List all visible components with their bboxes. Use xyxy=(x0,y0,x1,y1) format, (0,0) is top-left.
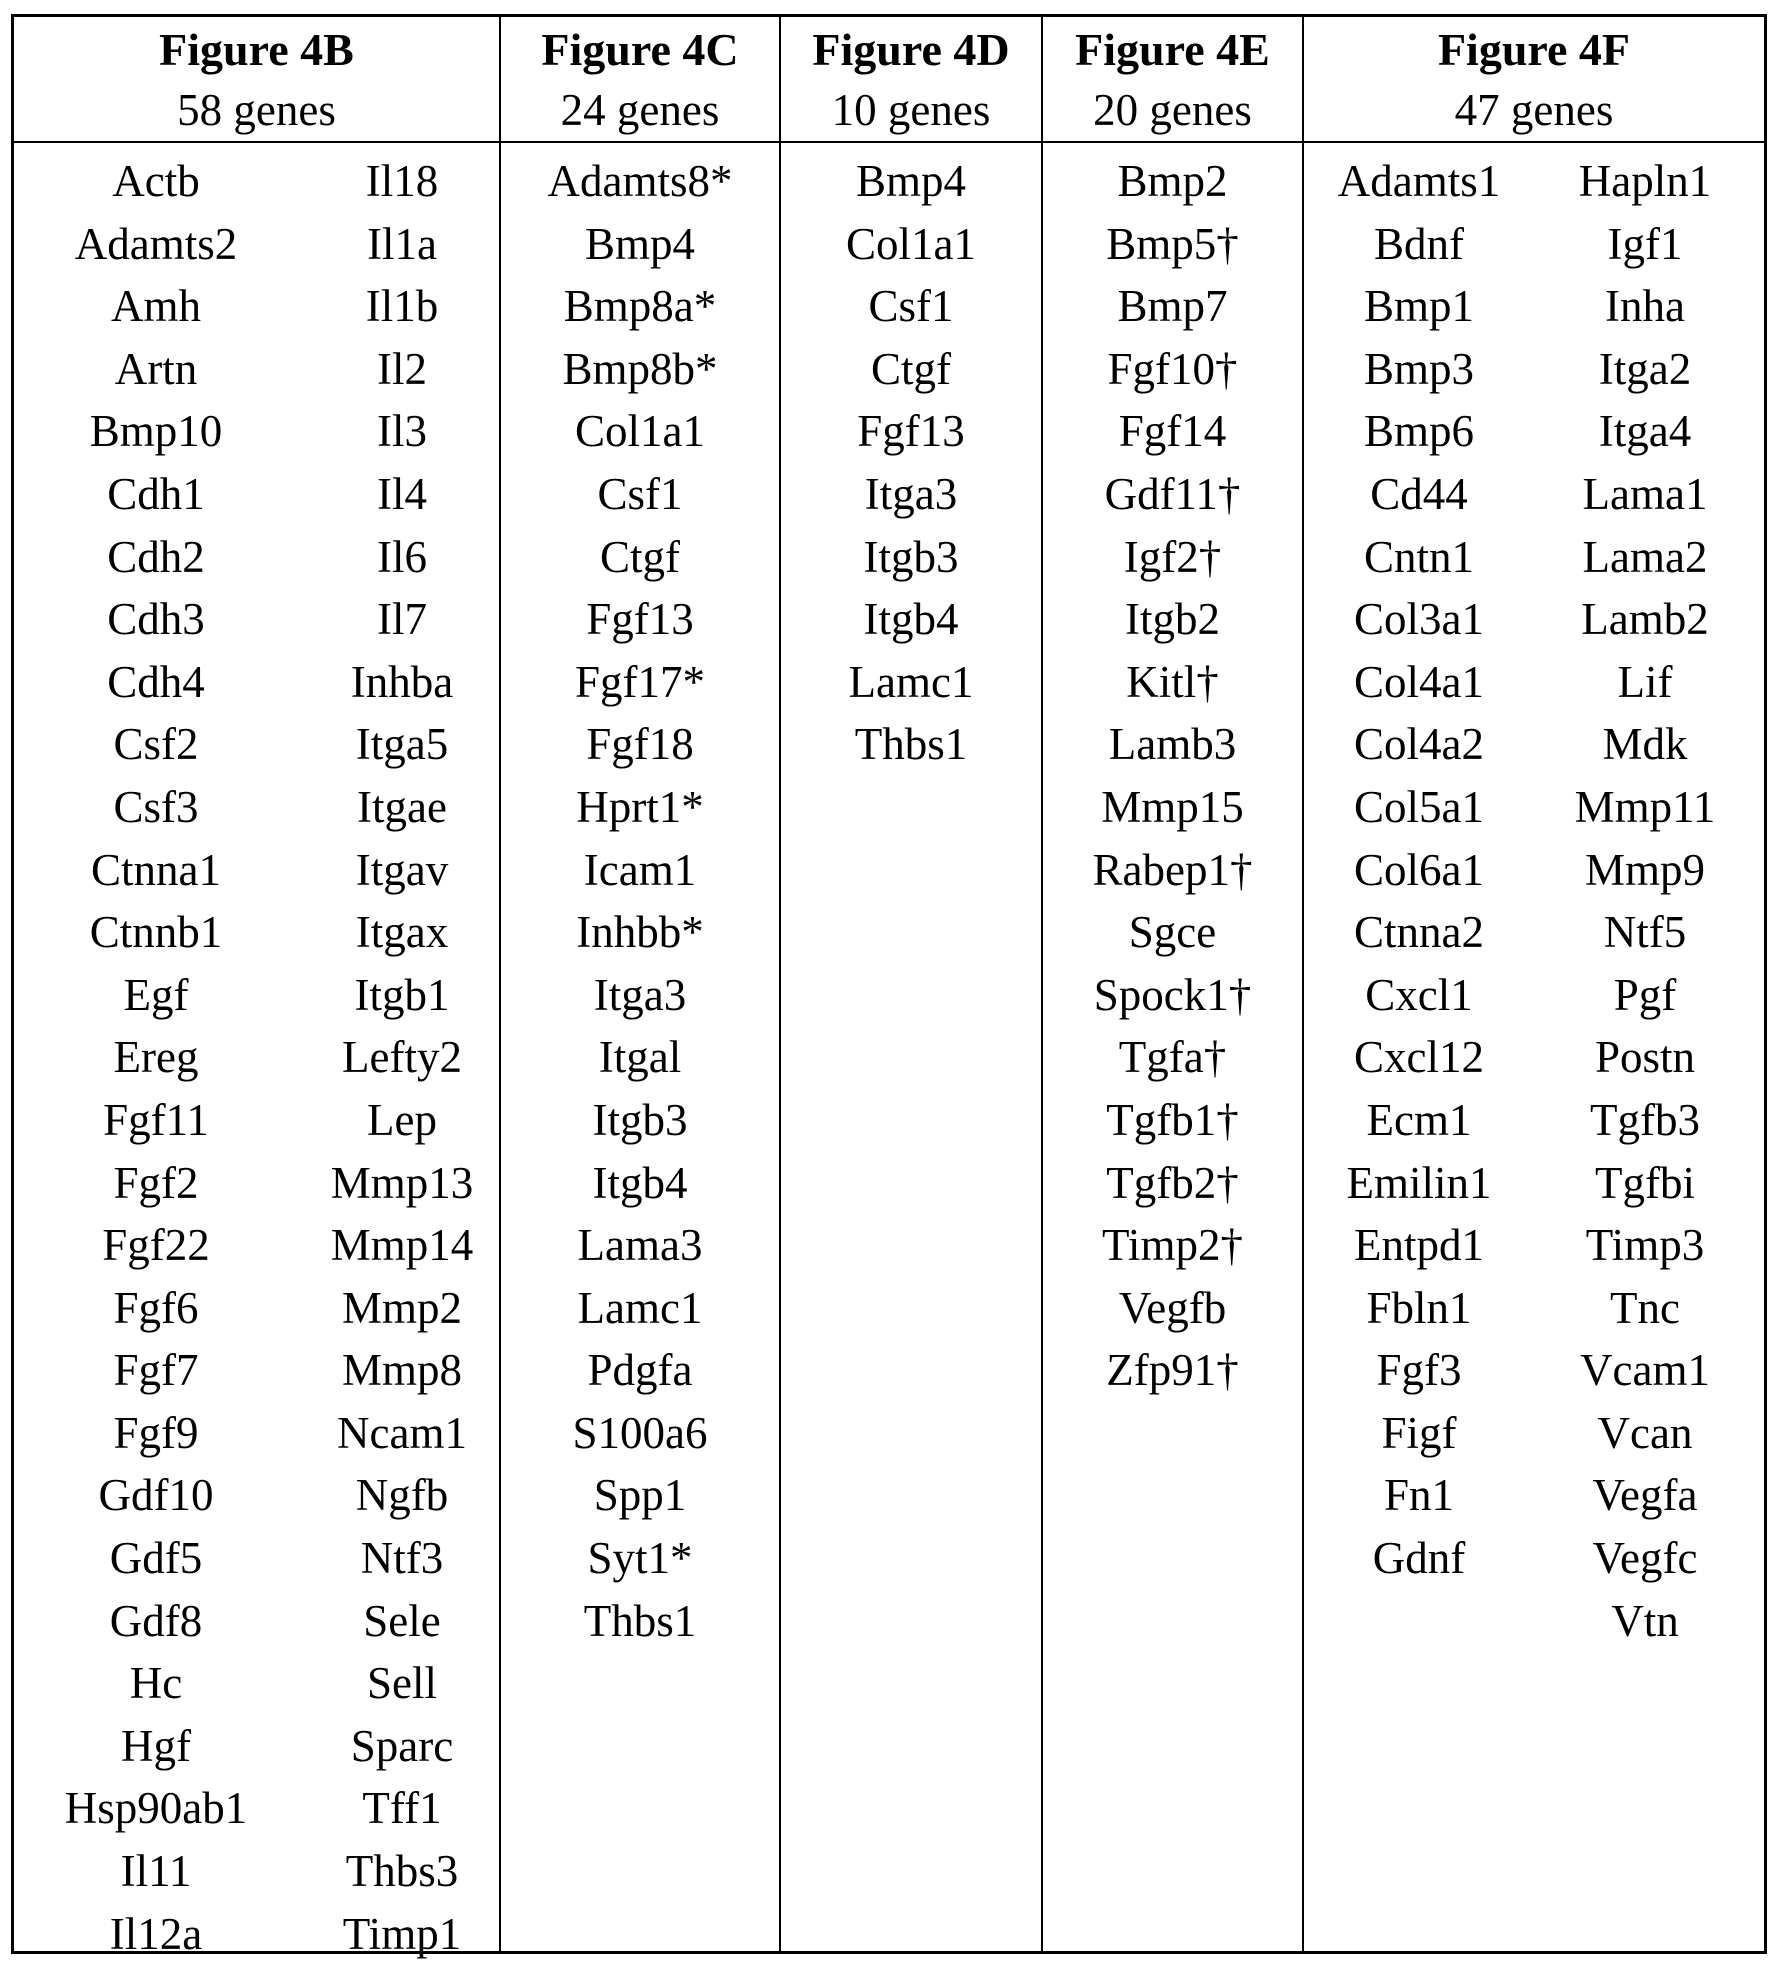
column-figure-4d xyxy=(781,17,1043,1951)
gene-name: Csf1 xyxy=(868,281,954,332)
gene-name: Tnc xyxy=(1610,1282,1680,1333)
gene-name: Bmp7 xyxy=(1117,281,1228,332)
gene-name: Itgax xyxy=(355,907,449,958)
gene-name: Vtn xyxy=(1611,1595,1679,1646)
column-figure-4c xyxy=(501,17,781,1951)
gene-name: Itgal xyxy=(598,1032,682,1083)
gene-name: Vcam1 xyxy=(1580,1345,1710,1396)
gene-name: Lama3 xyxy=(577,1220,703,1271)
gene-name: Itgav xyxy=(355,844,449,895)
gene-name: Mmp2 xyxy=(341,1282,462,1333)
gene-name: Mmp15 xyxy=(1101,781,1244,832)
column-header xyxy=(781,17,1041,143)
gene-name: Gdf10 xyxy=(98,1470,214,1521)
gene-name: Ereg xyxy=(113,1032,199,1083)
gene-name: Cdh3 xyxy=(107,594,205,645)
gene-name: Cxcl12 xyxy=(1354,1032,1484,1083)
gene-name: Itgb2 xyxy=(1125,594,1220,645)
gene-name: Il6 xyxy=(377,531,427,582)
gene-name: Vegfc xyxy=(1592,1533,1698,1584)
gene-name: Fgf22 xyxy=(102,1220,210,1271)
gene-name: Itgae xyxy=(357,781,447,832)
gene-name: Itgb4 xyxy=(863,594,959,645)
gene-name: Il1b xyxy=(365,281,439,332)
gene-name: Igf2† xyxy=(1123,531,1222,582)
gene-name: Tgfb1† xyxy=(1106,1094,1239,1145)
gene-name: Bmp4 xyxy=(855,156,967,206)
gene-name: Col5a1 xyxy=(1354,781,1484,832)
gene-name: Ncam1 xyxy=(337,1407,467,1458)
gene-name: Itgb1 xyxy=(354,969,450,1020)
gene-name: Lif xyxy=(1617,656,1673,707)
gene-list xyxy=(1043,155,1302,1407)
gene-name: Spock1† xyxy=(1093,969,1252,1020)
gene-name: Mmp9 xyxy=(1584,844,1705,895)
gene-name: Bmp10 xyxy=(89,406,223,457)
gene-name: Bmp8b* xyxy=(562,343,718,394)
gene-name: Gdf5 xyxy=(109,1533,203,1584)
gene-name: Itga5 xyxy=(355,719,449,770)
gene-name: Mmp8 xyxy=(341,1345,462,1396)
gene-name: Hapln1 xyxy=(1578,156,1712,206)
gene-name: Egf xyxy=(123,969,189,1020)
gene-name: Hsp90ab1 xyxy=(64,1783,248,1834)
gene-name: Figf xyxy=(1381,1407,1457,1458)
gene-list xyxy=(270,155,534,1970)
gene-name: Lamc1 xyxy=(848,656,974,707)
gene-name: Itga2 xyxy=(1598,343,1692,394)
column-title: Figure 4E xyxy=(1075,24,1270,75)
column-header xyxy=(1043,17,1302,143)
gene-name: Csf3 xyxy=(113,781,199,832)
gene-name: Icam1 xyxy=(583,844,697,895)
gene-name: Fgf6 xyxy=(113,1282,199,1333)
gene-name: Actb xyxy=(112,156,200,206)
gene-name: Itgb3 xyxy=(863,531,959,582)
gene-name: Bmp6 xyxy=(1363,406,1475,457)
gene-name: Fgf13 xyxy=(586,594,694,645)
gene-name: Ctgf xyxy=(870,343,951,394)
gene-name: Itga3 xyxy=(593,969,687,1020)
gene-name: Lamb3 xyxy=(1108,719,1237,770)
gene-count: 24 genes xyxy=(560,85,720,135)
gene-name: Tgfbi xyxy=(1595,1157,1695,1208)
gene-name: Lep xyxy=(367,1094,437,1145)
column-header xyxy=(501,17,779,143)
gene-name: Adamts8* xyxy=(547,156,733,206)
gene-name: Mdk xyxy=(1602,719,1688,770)
column-title: Figure 4C xyxy=(541,24,739,75)
gene-name: Bmp4 xyxy=(584,218,696,269)
gene-name: Lama1 xyxy=(1582,468,1708,519)
gene-name: Bmp3 xyxy=(1363,343,1475,394)
gene-name: Lamc1 xyxy=(577,1282,703,1333)
gene-name: Thbs1 xyxy=(854,719,968,770)
gene-name: Itgb3 xyxy=(592,1094,688,1145)
gene-name: Fn1 xyxy=(1383,1470,1455,1521)
gene-name: Sell xyxy=(366,1658,437,1709)
gene-name: Hc xyxy=(129,1658,183,1709)
column-body xyxy=(1304,143,1764,1951)
column-title: Figure 4B xyxy=(159,24,354,75)
gene-name: Tgfa† xyxy=(1118,1032,1227,1083)
gene-name: Cxcl1 xyxy=(1365,969,1473,1020)
gene-name: Timp3 xyxy=(1585,1220,1705,1271)
gene-name: Tgfb3 xyxy=(1590,1094,1700,1145)
gene-count: 47 genes xyxy=(1454,85,1614,135)
gene-name: Artn xyxy=(114,343,198,394)
gene-name: Mmp11 xyxy=(1574,781,1716,832)
gene-name: Bdnf xyxy=(1374,218,1464,269)
gene-name: Gdnf xyxy=(1372,1533,1466,1584)
gene-name: Ngfb xyxy=(355,1470,449,1521)
gene-name: Bmp2 xyxy=(1117,156,1228,206)
gene-name: Entpd1 xyxy=(1354,1220,1484,1271)
column-figure-4f xyxy=(1304,17,1764,1951)
gene-name: Csf2 xyxy=(113,719,199,770)
gene-name: Timp2† xyxy=(1102,1220,1243,1271)
gene-name: Thbs1 xyxy=(583,1595,697,1646)
gene-name: Ecm1 xyxy=(1366,1094,1472,1145)
gene-name: Ctnnb1 xyxy=(89,907,223,958)
gene-count: 10 genes xyxy=(831,85,991,135)
gene-name: Itgb4 xyxy=(592,1157,688,1208)
gene-name: Il2 xyxy=(377,343,427,394)
column-body xyxy=(1043,143,1302,1951)
gene-name: Fbln1 xyxy=(1366,1282,1472,1333)
gene-name: Il3 xyxy=(377,406,427,457)
gene-name: Gdf8 xyxy=(109,1595,203,1646)
gene-name: Ntf5 xyxy=(1603,907,1687,958)
gene-name: Col1a1 xyxy=(846,218,976,269)
gene-name: Lama2 xyxy=(1582,531,1708,582)
gene-name: Vcan xyxy=(1597,1407,1693,1458)
gene-name: Cntn1 xyxy=(1363,531,1475,582)
gene-name: Fgf10† xyxy=(1107,343,1238,394)
column-body xyxy=(501,143,779,1951)
gene-name: Tff1 xyxy=(362,1783,442,1834)
gene-name: Fgf3 xyxy=(1376,1345,1462,1396)
gene-name: Il12a xyxy=(109,1908,203,1959)
gene-name: Sele xyxy=(363,1595,441,1646)
gene-name: Sgce xyxy=(1128,907,1217,958)
gene-name: Il18 xyxy=(365,156,439,206)
gene-name: Fgf17* xyxy=(574,656,705,707)
gene-name: Bmp5† xyxy=(1106,218,1239,269)
gene-name: Ctnna2 xyxy=(1354,907,1484,958)
gene-name: Col1a1 xyxy=(575,406,705,457)
gene-name: Col6a1 xyxy=(1354,844,1484,895)
gene-name: Vegfa xyxy=(1592,1470,1698,1521)
column-header xyxy=(14,17,499,143)
gene-name: Thbs3 xyxy=(345,1846,459,1897)
gene-name: Inhba xyxy=(350,656,454,707)
gene-name: Cdh4 xyxy=(107,656,205,707)
gene-name: Lamb2 xyxy=(1581,594,1709,645)
gene-table xyxy=(11,14,1767,1959)
gene-name: Emilin1 xyxy=(1346,1157,1492,1208)
gene-count: 20 genes xyxy=(1093,85,1252,135)
gene-name: Zfp91† xyxy=(1106,1345,1239,1396)
gene-name: Fgf9 xyxy=(113,1407,199,1458)
gene-name: Igf1 xyxy=(1607,218,1683,269)
gene-name: Adamts1 xyxy=(1337,156,1501,206)
gene-name: Bmp1 xyxy=(1363,281,1475,332)
gene-name: Lefty2 xyxy=(342,1032,462,1083)
gene-name: Hgf xyxy=(121,1720,191,1771)
gene-list xyxy=(781,155,1041,781)
gene-name: Kitl† xyxy=(1126,656,1219,707)
gene-name: Fgf2 xyxy=(113,1157,199,1208)
gene-name: Postn xyxy=(1594,1032,1696,1083)
gene-name: S100a6 xyxy=(572,1407,708,1458)
gene-name: Rabep1† xyxy=(1092,844,1253,895)
gene-name: Fgf13 xyxy=(857,406,965,457)
column-header xyxy=(1304,17,1764,143)
gene-name: Itga3 xyxy=(864,468,958,519)
gene-name: Fgf14 xyxy=(1118,406,1227,457)
gene-name: Il7 xyxy=(377,594,427,645)
gene-name: Timp1 xyxy=(342,1908,462,1959)
gene-name: Itga4 xyxy=(1598,406,1692,457)
gene-name: Cdh1 xyxy=(107,468,205,519)
column-title: Figure 4F xyxy=(1437,24,1631,75)
column-body xyxy=(781,143,1041,1951)
gene-name: Il1a xyxy=(367,218,437,269)
gene-name: Il11 xyxy=(120,1846,192,1897)
gene-list xyxy=(1530,155,1760,1657)
gene-name: Col3a1 xyxy=(1354,594,1484,645)
gene-name: Adamts2 xyxy=(74,218,238,269)
gene-name: Syt1* xyxy=(587,1533,693,1584)
gene-list xyxy=(501,155,779,1657)
gene-name: Csf1 xyxy=(597,468,683,519)
gene-name: Fgf11 xyxy=(103,1094,209,1145)
gene-name: Bmp8a* xyxy=(563,281,717,332)
gene-name: Mmp14 xyxy=(330,1220,474,1271)
gene-count: 58 genes xyxy=(177,85,336,135)
column-title: Figure 4D xyxy=(812,24,1010,75)
gene-name: Cd44 xyxy=(1370,468,1468,519)
gene-name: Inhbb* xyxy=(576,907,704,958)
column-figure-4e xyxy=(1043,17,1304,1951)
gene-name: Spp1 xyxy=(593,1470,687,1521)
gene-name: Pdgfa xyxy=(587,1345,693,1396)
column-body xyxy=(14,143,499,1959)
gene-name: Fgf18 xyxy=(586,719,694,770)
gene-name: Pgf xyxy=(1613,969,1677,1020)
gene-list xyxy=(1304,155,1534,1595)
gene-name: Inha xyxy=(1605,281,1685,332)
gene-name: Tgfb2† xyxy=(1106,1157,1239,1208)
gene-name: Vegfb xyxy=(1118,1282,1227,1333)
column-figure-4b xyxy=(14,17,501,1959)
gene-name: Ntf3 xyxy=(360,1533,444,1584)
gene-name: Col4a1 xyxy=(1354,656,1484,707)
gene-name: Mmp13 xyxy=(330,1157,474,1208)
gene-name: Hprt1* xyxy=(576,781,704,832)
gene-name: Gdf11† xyxy=(1104,468,1241,519)
gene-name: Ctnna1 xyxy=(91,844,221,895)
gene-name: Fgf7 xyxy=(113,1345,199,1396)
gene-name: Cdh2 xyxy=(107,531,205,582)
gene-name: Il4 xyxy=(377,468,427,519)
gene-list xyxy=(24,155,288,1970)
gene-name: Col4a2 xyxy=(1354,719,1484,770)
gene-name: Amh xyxy=(111,281,201,332)
gene-name: Ctgf xyxy=(599,531,680,582)
gene-name: Sparc xyxy=(350,1720,454,1771)
